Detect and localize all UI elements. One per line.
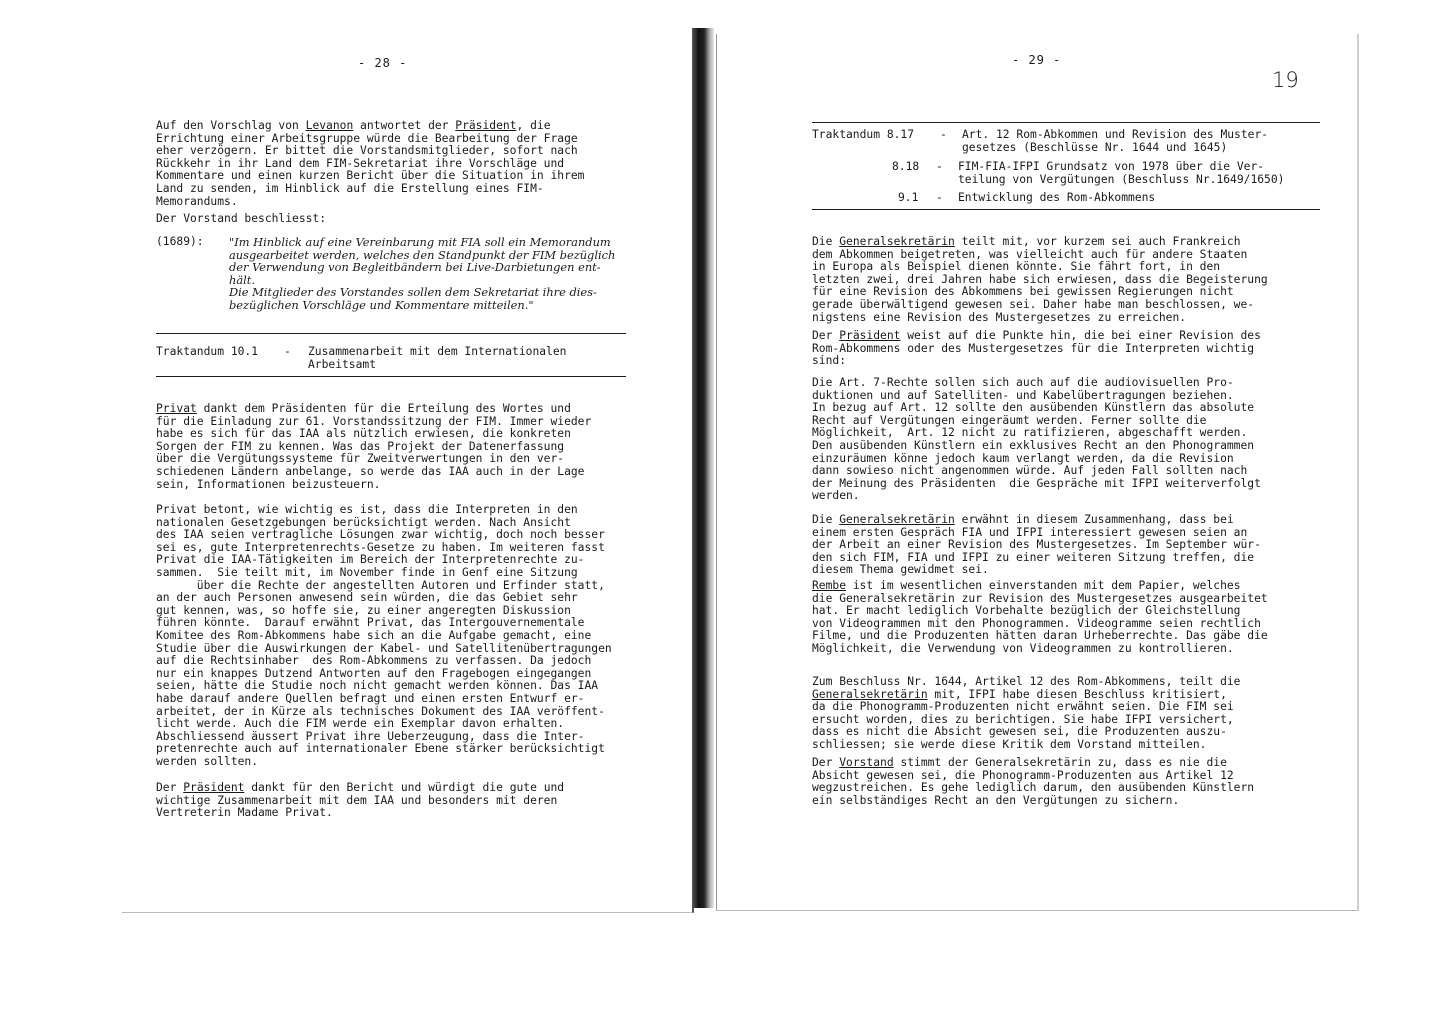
right-page-number: - 29 - [1012,53,1062,67]
paragraph-vorstand: Der Vorstand stimmt der Generalsekretärin zu, dass es nie die Absicht gewesen sei, die Phonogramm-Produzenten aus Artikel 12 wegzustreichen. Es gehe lediglich darum, den ausübenden Künstlern ein selbständiges Recht an den Vergütungen zu sichern. [812,756,1255,807]
traktandum-10-1-title: Zusammenarbeit mit dem Internationalen Arbeitsamt [308,345,567,371]
speaker-privat: Privat [156,402,197,415]
traktandum-9-1-label: 9.1 [898,191,919,204]
traktandum-8-18-dash: - [936,160,943,173]
paragraph-rembe: Rembe ist im wesentlichen einverstanden mit dem Papier, welches die Generalsekretärin zur Revision des Mustergesetzes ausgearbeitet hat. Er macht lediglich Vorbehalte bezüglich der Gleichstellung von Videogrammen mit den Phonogrammen. Videogramme seien rechtlich Filme, und die Produzenten hätten daran Urheberrechte. Das gäbe die Möglichkeit, die Verwendung von Videogrammen zu kontrollieren. [812,579,1268,655]
traktandum-8-18-title: FIM-FIA-IFPI Grundsatz von 1978 über die Ver- teilung von Vergütungen (Beschluss Nr.1649/1650) [958,160,1285,186]
decision-heading: Der Vorstand beschliesst: [156,212,327,225]
speaker-generalsekretaerin: Generalsekretärin [839,235,955,248]
paragraph-art7: Die Art. 7-Rechte sollen sich auch auf die audiovisuellen Pro- duktionen und auf Satelliten- und Kabelübertragungen beziehen. In bezug auf Art. 12 sollte den ausübenden Künstlern das absolute Recht auf Vergütungen eingeräumt werden. Ferner sollte die Möglichkeit, Art. 12 nicht zu ratifizieren, abgeschafft werden. Den ausübenden Künstlern ein exklusives Recht an den Phonogrammen einzuräumen könne jedoch kaum verlangt werden, da die Revision dann sowieso nicht angenommen würde. Auf jeden Fall sollten nach der Meinung des Präsidenten die Gespräche mit IFPI weiterverfolgt werden. [812,376,1261,503]
traktandum-8-17-title: Art. 12 Rom-Abkommen und Revision des Muster- gesetzes (Beschlüsse Nr. 1644 und 1645) [962,128,1269,154]
resolution-text: "Im Hinblick auf eine Vereinbarung mit FIA soll ein Memorandum ausgearbeitet werden, welches den Standpunkt der FIM bezüglich der Verwendung von Begleitbändern bei Live-Darbietungen ent- hält. Die Mitglieder des Vorstandes sollen dem Sekretariat ihre dies- bezüglichen Vorschläge und Kommentare mitteilen." [229,235,616,312]
speaker-vorstand: Vorstand [839,756,894,769]
traktandum-8-17-dash: - [940,128,947,141]
paragraph-praesident-points: Der Präsident weist auf die Punkte hin, die bei einer Revision des Rom-Abkommens oder des Mustergesetzes für die Interpreten wichtig sind: [812,329,1261,368]
paragraph-privat-1: Privat dankt dem Präsidenten für die Erteilung des Wortes und für die Einladung zur 61. Vorstandssitzung der FIM. Immer wieder habe es sich für das IAA als nützlich erwiesen, die konkreten Sorgen der FIM zu kennen. Was das Projekt der Datenerfassung über die Vergütungssysteme für Zweitverwertungen in den ver- schiedenen Ländern anbelange, so werde das IAA auch in der Lage sein, Informationen beizusteuern. [156,402,592,491]
paragraph-generalsekretaerin-2: Die Generalsekretärin erwähnt in diesem Zusammenhang, dass bei einem ersten Gespräch FIA und IFPI interessiert gewesen seien an der Arbeit an einer Revision des Mustergesetzes. Im September wür- den sich FIM, FIA und IFPI zu einer weiteren Sitzung treffen, die diesem Thema gewidmet sei. [812,513,1261,577]
rule-bottom-10-1 [156,376,626,377]
speaker-generalsekretaerin: Generalsekretärin [839,513,955,526]
paragraph-privat-2: Privat betont, wie wichtig es ist, dass die Interpreten in den nationalen Gesetzgebungen berücksichtigt werden. Nach Ansicht des IAA seien vertragliche Lösungen zwar wichtig, doch noch besser sei es, gute Interpretenrechts-Gesetze zu haben. Im weiteren fasst Privat die IAA-Tätigkeiten im Bereich der Interpretenrechte zu- sammen. Sie teilt mit, im November finde in Genf eine Sitzung über die Rechte der angestellten Autoren und Erfinder statt, an der auch Personen anwesend sein würden, die das Gebiet sehr gut kennen, was, so hoffe sie, zu einer angeregten Diskussion führen könnte. Darauf erwähnt Privat, das Intergouvernementale Komitee des Rom-Abkommens habe sich an die Aufgabe gemacht, eine Studie über die Auswirkungen der Kabel- und Satellitenübertragungen auf die Rechtsinhaber des Rom-Abkommens zu verfassen. Da jedoch nur ein knappes Dutzend Antworten auf den Fragebogen eingegangen seien, hätte die Studie noch nicht gemacht werden können. Das IAA habe darauf andere Quellen befragt und einen ersten Entwurf er- arbeitet, der in Kürze als technisches Dokument des IAA veröffent- licht werde. Auch die FIM werde ein Exemplar davon erhalten. Abschliessend äussert Privat ihre Ueberzeugung, dass die Inter- pretenrechte auch auf internationaler Ebene stärker berücksichtigt werden sollten. [156,503,612,768]
rule-top-traktanden [812,122,1320,123]
speaker-praesident: Präsident [455,119,517,132]
rule-bottom-traktanden [812,209,1320,210]
resolution-number: (1689): [156,235,204,248]
traktandum-10-1-dash: - [284,345,291,358]
archive-stamp-number: 19 [1272,68,1299,92]
rule-top-10-1 [156,333,626,334]
speaker-rembe: Rembe [812,579,847,592]
traktandum-10-1-label: Traktandum 10.1 [156,345,259,358]
paragraph-beschluss-1644: Zum Beschluss Nr. 1644, Artikel 12 des Rom-Abkommens, teilt die Generalsekretärin mit, IFPI habe diesen Beschluss kritisiert, da die Phonogramm-Produzenten nicht erwähnt seien. Die FIM sei ersucht worden, dies zu berichtigen. Sie habe IFPI versichert, dass es nicht die Absicht gewesen sei, die Produzenten auszu- schliessen; sie werde diese Kritik dem Vorstand mitteilen. [812,675,1241,751]
left-page-number: - 28 - [358,56,408,70]
traktandum-8-17-label: Traktandum 8.17 [812,128,915,141]
traktandum-8-18-label: 8.18 [892,160,920,173]
paragraph-generalsekretaerin-1: Die Generalsekretärin teilt mit, vor kurzem sei auch Frankreich dem Abkommen beigetreten, was vielleicht auch für andere Staaten in Europa als Beispiel dienen könnte. Sie fährt fort, in den letzten zwei, drei Jahren habe sich erwiesen, dass die Begeisterung für eine Revision des Abkommens bei gewissen Regierungen nicht gerade überwältigend gewesen sei. Daher habe man beschlossen, we- nigstens eine Revision des Mustergesetzes zu erreichen. [812,235,1268,324]
book-spine [692,28,714,908]
traktandum-9-1-title: Entwicklung des Rom-Abkommens [958,191,1156,204]
paragraph-levanon: Auf den Vorschlag von Levanon antwortet der Präsident, die Errichtung einer Arbeitsgruppe würde die Bearbeitung der Frage eher verzögern. Er bittet die Vorstandsmitglieder, sofort nach Rückkehr in ihr Land dem FIM-Sekretariat ihre Vorschläge und Kommentare und einen kurzen Bericht über die Situation in ihrem Land zu senden, im Hinblick auf die Erstellung eines FIM- Memorandums. [156,119,585,208]
speaker-generalsekretaerin: Generalsekretärin [812,687,928,701]
speaker-praesident: Präsident [839,329,901,342]
traktandum-9-1-dash: - [936,191,943,204]
paragraph-praesident: Der Präsident dankt für den Bericht und würdigt die gute und wichtige Zusammenarbeit mit dem IAA und besonders mit deren Vertreterin Madame Privat. [156,781,565,820]
speaker-levanon: Levanon [305,119,354,132]
speaker-praesident: Präsident [183,781,245,794]
